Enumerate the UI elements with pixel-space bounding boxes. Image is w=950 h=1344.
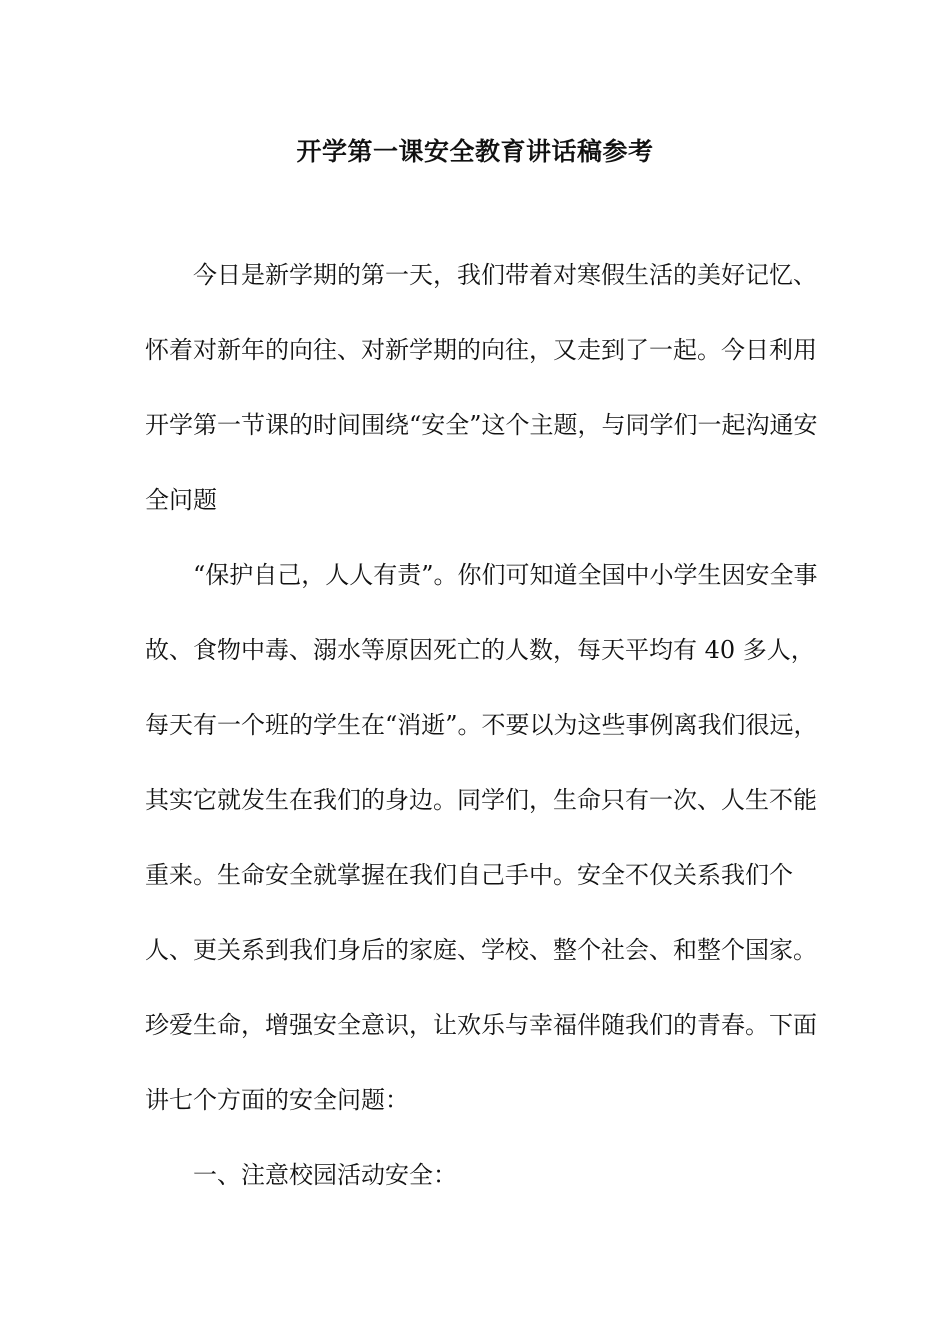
- document-body: [145, 238, 825, 1213]
- paragraph-safety: “保护自己，人人有责”。你们可知道全国中小学生因安全事故、食物中毒、溺水等原因死亡的人数，每天平均有 40 多人，每天有一个班的学生在“消逝”。不要以为这些事例离我们很远，其实它就发生在我们的身边。同学们，生命只有一次、人生不能重来。生命安全就掌握在我们自己手中。安全不仅关系我们个人、更关系到我们身后的家庭、学校、整个社会、和整个国家。珍爱生命，增强安全意识，让欢乐与幸福伴随我们的青春。下面讲七个方面的安全问题：: [145, 561, 818, 1114]
- paragraph-intro: 今日是新学期的第一天，我们带着对寒假生活的美好记忆、怀着对新年的向往、对新学期的向往，又走到了一起。今日利用开学第一节课的时间围绕“安全”这个主题，与同学们一起沟通安全问题: [145, 261, 818, 514]
- document-title: 开学第一课安全教育讲话稿参考: [296, 137, 654, 166]
- section-heading: 一、注意校园活动安全：: [193, 1161, 457, 1189]
